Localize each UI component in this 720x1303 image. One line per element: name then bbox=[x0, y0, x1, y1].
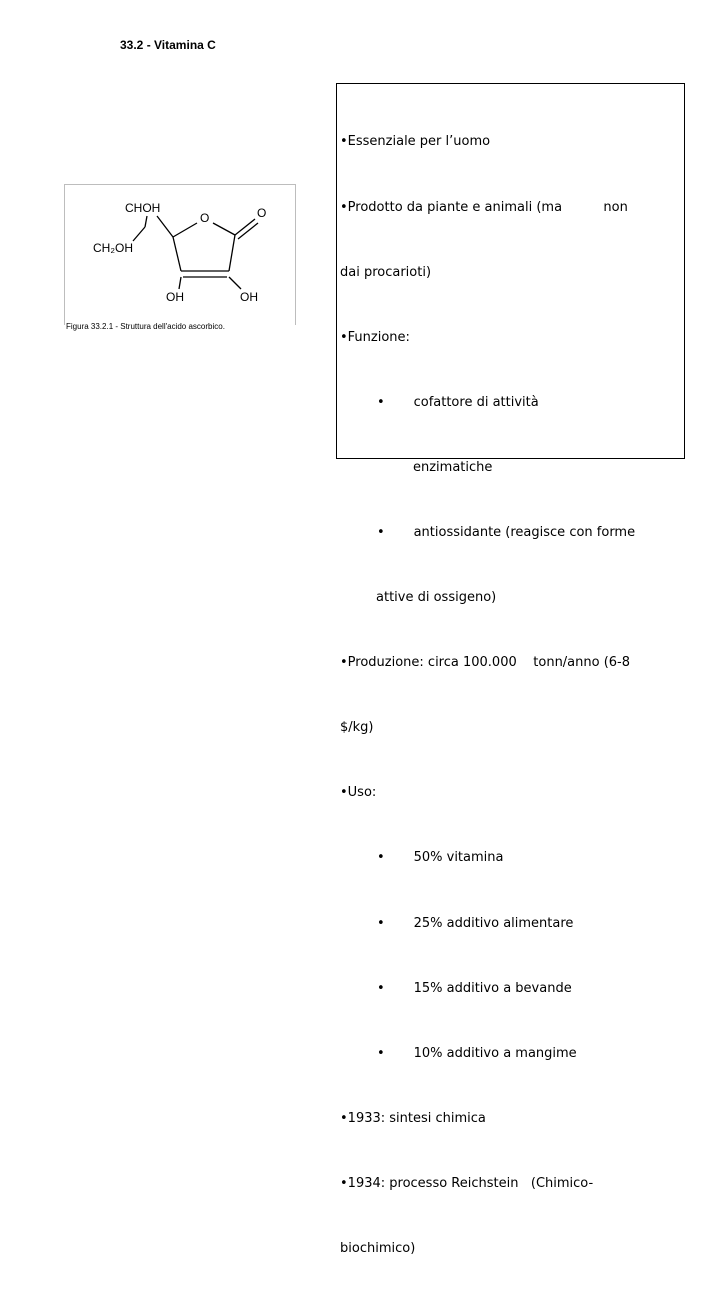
text-line: • 25% additivo alimentare bbox=[377, 915, 574, 931]
slide-title: 33.2 - Vitamina C bbox=[120, 38, 216, 52]
ascorbic-acid-structure-figure bbox=[64, 184, 296, 325]
text-line: •1934: processo Reichstein (Chimico- bbox=[340, 1175, 594, 1191]
text-line: biochimico) bbox=[340, 1241, 416, 1256]
ring-bond-c4-o bbox=[173, 223, 197, 237]
bond-c2-oh bbox=[229, 277, 241, 289]
text-line: • antiossidante (reagisce con forme bbox=[377, 524, 636, 540]
text-line: • 15% additivo a bevande bbox=[377, 980, 572, 996]
ring-bond-c3-c4 bbox=[173, 237, 181, 271]
label-oh-right: OH bbox=[240, 290, 258, 304]
text-line: attive di ossigeno) bbox=[376, 590, 497, 606]
text-line: • 10% additivo a mangime bbox=[377, 1045, 577, 1061]
text-line: •Prodotto da piante e animali (ma non bbox=[340, 199, 628, 215]
info-text-content bbox=[340, 88, 685, 1303]
bond-c3-oh bbox=[179, 277, 181, 289]
text-line: • 50% vitamina bbox=[377, 850, 504, 866]
label-ch2oh: CH₂OH bbox=[93, 241, 133, 255]
label-ring-oxygen: O bbox=[200, 211, 210, 225]
text-line: dai procarioti) bbox=[340, 264, 432, 280]
bond-choh-ch2oh bbox=[145, 216, 147, 227]
bond-c4-choh bbox=[157, 216, 173, 237]
text-line: •Essenziale per l’uomo bbox=[340, 134, 491, 150]
ring-bond-c1-c2 bbox=[229, 235, 235, 271]
text-line: enzimatiche bbox=[413, 459, 493, 475]
info-text-box bbox=[336, 83, 685, 1256]
text-line: $/kg) bbox=[340, 720, 374, 736]
bond-to-ch2oh bbox=[133, 227, 145, 241]
label-oh-left: OH bbox=[166, 290, 184, 304]
text-line: •Funzione: bbox=[340, 329, 410, 345]
text-line: • cofattore di attività bbox=[377, 394, 539, 410]
ascorbic-acid-structure-drawing bbox=[65, 185, 295, 325]
label-carbonyl-oxygen: O bbox=[257, 206, 267, 220]
label-choh: CHOH bbox=[125, 201, 161, 215]
figure-caption: Figura 33.2.1 - Struttura dell'acido ascorbico. bbox=[66, 322, 225, 331]
text-line: •Produzione: circa 100.000 tonn/anno (6-8 bbox=[340, 655, 631, 671]
ring-bond-o-c1 bbox=[213, 223, 235, 235]
text-line: •Uso: bbox=[340, 785, 377, 801]
text-line: •1933: sintesi chimica bbox=[340, 1110, 486, 1126]
